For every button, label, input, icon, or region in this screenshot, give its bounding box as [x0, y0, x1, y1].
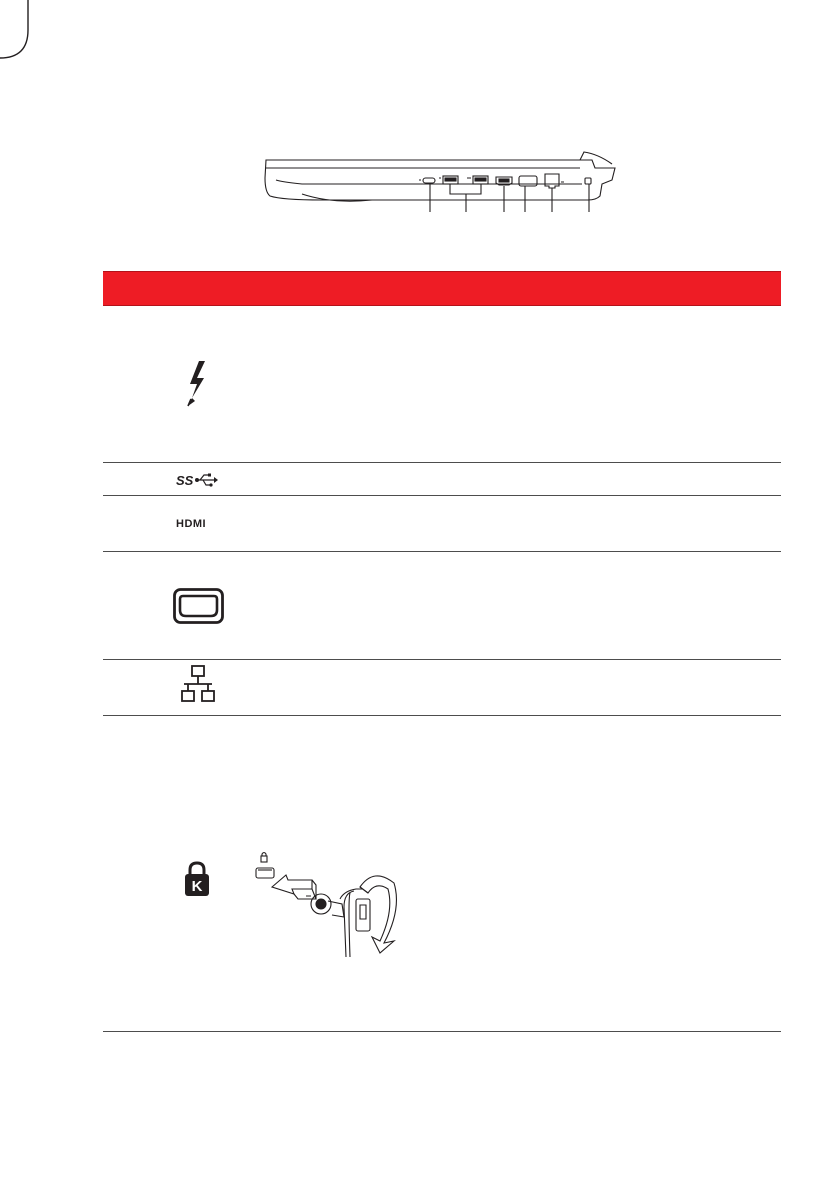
row-divider	[103, 551, 781, 552]
ethernet-network-icon	[180, 663, 216, 705]
hdmi-icon	[176, 517, 220, 529]
lock-cable-insertion-diagram	[248, 849, 408, 961]
row-divider	[103, 715, 781, 716]
kensington-lock-icon	[183, 861, 211, 897]
thunderbolt-icon	[186, 360, 210, 408]
row-divider	[103, 462, 781, 463]
usb-superspeed-icon	[176, 472, 218, 488]
svg-text:K: K	[191, 878, 203, 895]
ports-table-header	[103, 271, 781, 306]
row-divider	[103, 1031, 781, 1032]
laptop-right-side-view	[262, 150, 618, 214]
row-divider	[103, 495, 781, 496]
svg-text:SS: SS	[176, 473, 194, 488]
svg-text:HDMI: HDMI	[176, 518, 207, 529]
vga-icon	[173, 588, 225, 624]
page-corner-mark	[0, 0, 30, 62]
row-divider	[103, 659, 781, 660]
